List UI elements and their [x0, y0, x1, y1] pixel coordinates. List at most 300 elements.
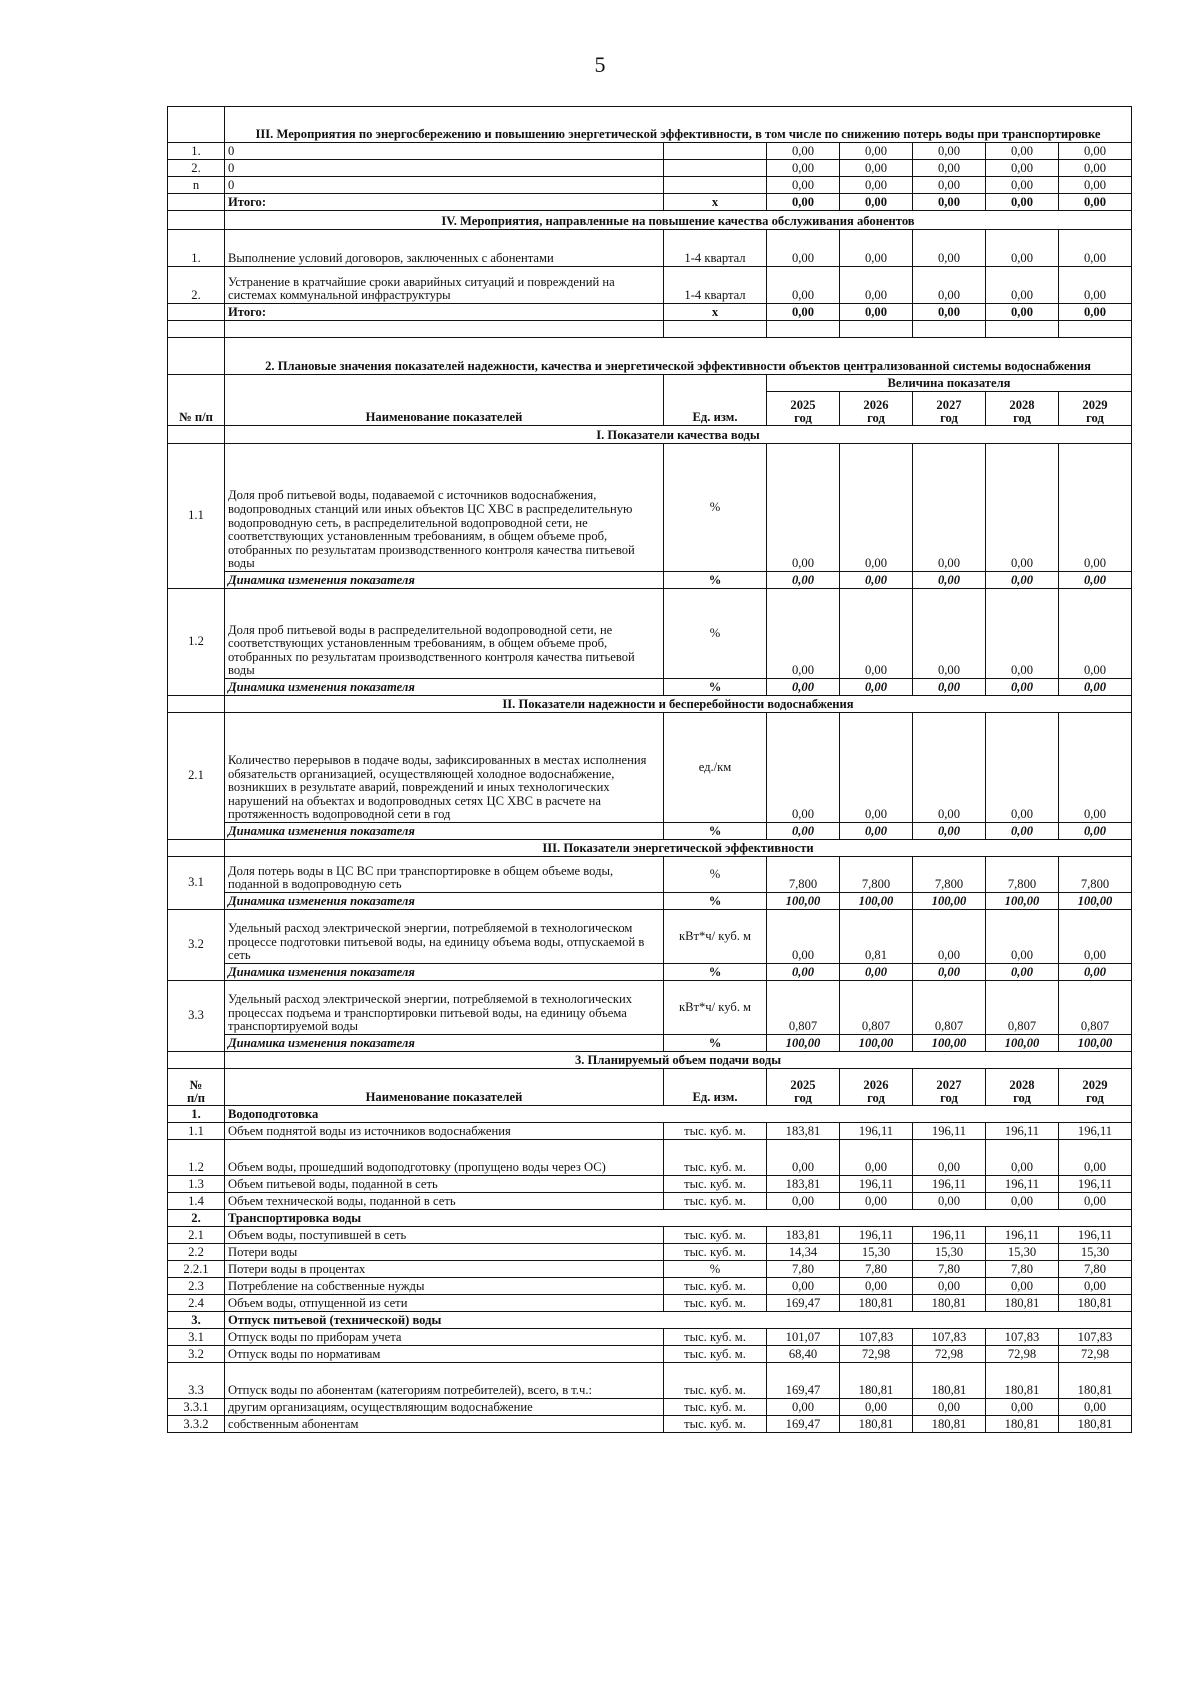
volume-value-5: 7,80 [1059, 1261, 1132, 1278]
value-5: 0,00 [1059, 230, 1132, 267]
volume-number: 3.3.1 [168, 1399, 225, 1416]
value-3: 0,00 [913, 143, 986, 160]
volume-value-3: 7,80 [913, 1261, 986, 1278]
volume-name: Отпуск воды по абонентам (категориям потребителей), всего, в т.ч.: [225, 1363, 664, 1399]
empty-cell [225, 321, 664, 338]
dynamics-label: Динамика изменения показателя [225, 893, 664, 910]
total-value-5: 0,00 [1059, 194, 1132, 211]
volume-row-2.2 [168, 1244, 1132, 1261]
indicator-dynamics-row [168, 679, 1132, 696]
indicator-value-5: 0,00 [1059, 589, 1132, 679]
total-value-2: 0,00 [840, 194, 913, 211]
year-suffix: год [794, 410, 812, 425]
spacer-cell [168, 840, 225, 857]
year-label: 2025 [790, 1077, 816, 1092]
year-label: 2026 [863, 1077, 889, 1092]
indicator-dynamics-row [168, 893, 1132, 910]
empty-cell [840, 321, 913, 338]
spacer-cell [168, 1052, 225, 1069]
volume-row-2.4 [168, 1295, 1132, 1312]
row-number: 2. [168, 160, 225, 177]
header-number-part: п/п [186, 1090, 205, 1105]
dynamics-unit: % [664, 1035, 767, 1052]
value-5: 0,00 [1059, 267, 1132, 304]
dynamics-value-1: 100,00 [767, 893, 840, 910]
dynamics-value-1: 0,00 [767, 964, 840, 981]
volume-value-3: 0,00 [913, 1140, 986, 1176]
dynamics-value-3: 100,00 [913, 1035, 986, 1052]
dynamics-value-5: 0,00 [1059, 964, 1132, 981]
total-value-2: 0,00 [840, 304, 913, 321]
indicator-row-2.1 [168, 713, 1132, 823]
dynamics-value-2: 100,00 [840, 1035, 913, 1052]
total-label: Итого: [225, 194, 664, 211]
volume-name: Отпуск воды по приборам учета [225, 1329, 664, 1346]
value-4: 0,00 [986, 267, 1059, 304]
indicator-value-3: 7,800 [913, 857, 986, 893]
year-label: 2027 [936, 397, 962, 412]
indicator-unit: % [664, 589, 767, 679]
header-year-2025 [767, 1069, 840, 1106]
indicator-row-3.2 [168, 910, 1132, 964]
volume-row-1.2 [168, 1140, 1132, 1176]
indicator-name: Доля проб питьевой воды, подаваемой с источников водоснабжения, водопроводных станций или иных объектов ЦС ХВС в распределительную водопроводную сеть, в распределительной водопроводной сети, не соответствующих установленным требованиям, в общем объеме проб, отобранных по результатам производственного контроля качества питьевой воды [225, 444, 664, 572]
empty-cell [767, 321, 840, 338]
value-2: 0,00 [840, 177, 913, 194]
year-suffix: год [1013, 410, 1031, 425]
section-3-total-row [168, 194, 1132, 211]
year-suffix: год [867, 1090, 885, 1105]
header-year-2025 [767, 392, 840, 426]
value-1: 0,00 [767, 230, 840, 267]
volume-value-5: 0,00 [1059, 1193, 1132, 1210]
total-value-1: 0,00 [767, 194, 840, 211]
year-label: 2025 [790, 397, 816, 412]
header-number: № п/п [168, 375, 225, 426]
volume-unit: тыс. куб. м. [664, 1193, 767, 1210]
volume-row-1.1 [168, 1123, 1132, 1140]
indicator-value-1: 0,00 [767, 444, 840, 572]
dynamics-value-5: 0,00 [1059, 572, 1132, 589]
volume-value-3: 196,11 [913, 1123, 986, 1140]
volume-number: 2.1 [168, 1227, 225, 1244]
volume-row-2.2.1 [168, 1261, 1132, 1278]
volume-row-3.3.1 [168, 1399, 1132, 1416]
part-2-title: 2. Плановые значения показателей надежности, качества и энергетической эффективности объектов централизованной системы водоснабжения [225, 338, 1132, 375]
indicator-value-1: 0,00 [767, 910, 840, 964]
header-number-part: № [189, 1077, 203, 1092]
header-year-2027 [913, 1069, 986, 1106]
header-year-2028 [986, 392, 1059, 426]
indicator-value-5: 7,800 [1059, 857, 1132, 893]
volume-value-5: 72,98 [1059, 1346, 1132, 1363]
volume-unit: тыс. куб. м. [664, 1278, 767, 1295]
volume-value-2: 196,11 [840, 1123, 913, 1140]
volume-value-4: 180,81 [986, 1416, 1059, 1433]
indicator-value-3: 0,00 [913, 713, 986, 823]
total-value-4: 0,00 [986, 194, 1059, 211]
indicator-value-4: 0,00 [986, 910, 1059, 964]
indicator-number: 3.2 [168, 910, 225, 981]
indicator-group-title-row [168, 696, 1132, 713]
indicator-group-title: III. Показатели энергетической эффективности [225, 840, 1132, 857]
total-value-3: 0,00 [913, 304, 986, 321]
section-4-title-row [168, 211, 1132, 230]
dynamics-value-1: 100,00 [767, 1035, 840, 1052]
volume-value-1: 169,47 [767, 1363, 840, 1399]
row-period: 1-4 квартал [664, 230, 767, 267]
volume-value-1: 0,00 [767, 1140, 840, 1176]
header-year-2027 [913, 392, 986, 426]
indicator-value-5: 0,00 [1059, 713, 1132, 823]
volume-unit: тыс. куб. м. [664, 1176, 767, 1193]
spacer-cell [168, 211, 225, 230]
volume-row-3.2 [168, 1346, 1132, 1363]
header-unit: Ед. изм. [664, 1069, 767, 1106]
dynamics-unit: % [664, 964, 767, 981]
row-number: 1. [168, 230, 225, 267]
dynamics-label: Динамика изменения показателя [225, 1035, 664, 1052]
indicator-value-1: 7,800 [767, 857, 840, 893]
volume-value-3: 107,83 [913, 1329, 986, 1346]
volume-number: 2.3 [168, 1278, 225, 1295]
volume-name: Отпуск воды по нормативам [225, 1346, 664, 1363]
dynamics-value-2: 100,00 [840, 893, 913, 910]
volume-group-number: 1. [168, 1106, 225, 1123]
year-suffix: год [794, 1090, 812, 1105]
indicator-number: 3.3 [168, 981, 225, 1052]
indicator-value-2: 0,00 [840, 444, 913, 572]
indicator-value-2: 0,807 [840, 981, 913, 1035]
volume-value-2: 107,83 [840, 1329, 913, 1346]
volume-group-number: 3. [168, 1312, 225, 1329]
volume-value-4: 196,11 [986, 1123, 1059, 1140]
total-period: x [664, 304, 767, 321]
value-3: 0,00 [913, 230, 986, 267]
volume-name: Потери воды в процентах [225, 1261, 664, 1278]
header-name: Наименование показателей [225, 375, 664, 426]
dynamics-value-1: 0,00 [767, 823, 840, 840]
spacer-cell [168, 426, 225, 444]
volume-number: 2.2.1 [168, 1261, 225, 1278]
row-name: Выполнение условий договоров, заключенных с абонентами [225, 230, 664, 267]
volume-value-4: 180,81 [986, 1363, 1059, 1399]
volume-value-5: 196,11 [1059, 1227, 1132, 1244]
volume-unit: тыс. куб. м. [664, 1123, 767, 1140]
volume-value-4: 0,00 [986, 1193, 1059, 1210]
indicator-value-2: 0,00 [840, 713, 913, 823]
volume-number: 3.1 [168, 1329, 225, 1346]
year-label: 2029 [1082, 1077, 1108, 1092]
indicator-dynamics-row [168, 823, 1132, 840]
empty-cell [168, 321, 225, 338]
volume-value-1: 0,00 [767, 1399, 840, 1416]
indicator-dynamics-row [168, 964, 1132, 981]
dynamics-label: Динамика изменения показателя [225, 679, 664, 696]
indicator-value-2: 0,81 [840, 910, 913, 964]
dynamics-value-3: 0,00 [913, 823, 986, 840]
dynamics-value-3: 0,00 [913, 572, 986, 589]
dynamics-value-4: 100,00 [986, 1035, 1059, 1052]
empty-cell [664, 321, 767, 338]
volume-value-1: 169,47 [767, 1295, 840, 1312]
volume-value-3: 180,81 [913, 1363, 986, 1399]
header-name: Наименование показателей [225, 1069, 664, 1106]
year-suffix: год [940, 1090, 958, 1105]
total-value-1: 0,00 [767, 304, 840, 321]
volume-value-5: 180,81 [1059, 1416, 1132, 1433]
row-number: 2. [168, 267, 225, 304]
indicator-unit: % [664, 857, 767, 893]
volume-group-number: 2. [168, 1210, 225, 1227]
header-year-2029 [1059, 1069, 1132, 1106]
value-4: 0,00 [986, 143, 1059, 160]
spacer-cell [168, 696, 225, 713]
volume-value-3: 15,30 [913, 1244, 986, 1261]
volume-unit: тыс. куб. м. [664, 1227, 767, 1244]
volume-value-5: 0,00 [1059, 1399, 1132, 1416]
volume-value-3: 0,00 [913, 1399, 986, 1416]
page-number: 5 [594, 52, 606, 77]
value-1: 0,00 [767, 267, 840, 304]
indicator-group-title: I. Показатели качества воды [225, 426, 1132, 444]
volume-name: собственным абонентам [225, 1416, 664, 1433]
value-2: 0,00 [840, 143, 913, 160]
value-4: 0,00 [986, 230, 1059, 267]
dynamics-unit: % [664, 893, 767, 910]
dynamics-value-1: 0,00 [767, 572, 840, 589]
dynamics-unit: % [664, 679, 767, 696]
volume-value-2: 180,81 [840, 1363, 913, 1399]
volume-value-3: 0,00 [913, 1193, 986, 1210]
dynamics-value-4: 100,00 [986, 893, 1059, 910]
indicator-unit: % [664, 444, 767, 572]
empty-cell [913, 321, 986, 338]
part-3-title-row [168, 1052, 1132, 1069]
dynamics-value-2: 0,00 [840, 572, 913, 589]
indicator-dynamics-row [168, 572, 1132, 589]
volume-name: другим организациям, осуществляющим водоснабжение [225, 1399, 664, 1416]
volume-value-4: 7,80 [986, 1261, 1059, 1278]
year-suffix: год [1086, 410, 1104, 425]
volume-row-3.1 [168, 1329, 1132, 1346]
indicator-dynamics-row [168, 1035, 1132, 1052]
header-year-2029 [1059, 392, 1132, 426]
volume-number: 3.3.2 [168, 1416, 225, 1433]
dynamics-value-5: 0,00 [1059, 823, 1132, 840]
indicator-value-3: 0,00 [913, 910, 986, 964]
dynamics-value-4: 0,00 [986, 964, 1059, 981]
volume-unit: тыс. куб. м. [664, 1295, 767, 1312]
volume-number: 1.1 [168, 1123, 225, 1140]
indicator-value-5: 0,807 [1059, 981, 1132, 1035]
volume-value-5: 196,11 [1059, 1176, 1132, 1193]
total-period: x [664, 194, 767, 211]
volume-value-1: 14,34 [767, 1244, 840, 1261]
empty-cell [986, 321, 1059, 338]
indicator-value-2: 7,800 [840, 857, 913, 893]
volume-name: Объем технической воды, поданной в сеть [225, 1193, 664, 1210]
volume-value-5: 180,81 [1059, 1363, 1132, 1399]
row-name: Устранение в кратчайшие сроки аварийных ситуаций и повреждений на системах коммунальной инфраструктуры [225, 267, 664, 304]
dynamics-value-4: 0,00 [986, 572, 1059, 589]
volume-value-1: 183,81 [767, 1227, 840, 1244]
dynamics-value-5: 100,00 [1059, 893, 1132, 910]
dynamics-value-4: 0,00 [986, 823, 1059, 840]
indicator-value-4: 7,800 [986, 857, 1059, 893]
indicator-name: Удельный расход электрической энергии, потребляемой в технологическом процессе подготовки питьевой воды, на единицу объема воды, отпускаемой в сеть [225, 910, 664, 964]
value-3: 0,00 [913, 267, 986, 304]
dynamics-value-2: 0,00 [840, 964, 913, 981]
row-number: 1. [168, 143, 225, 160]
value-1: 0,00 [767, 177, 840, 194]
plan-table-body [168, 107, 1132, 1433]
volume-value-4: 0,00 [986, 1399, 1059, 1416]
total-label: Итого: [225, 304, 664, 321]
volume-value-1: 183,81 [767, 1176, 840, 1193]
volume-row-3.3.2 [168, 1416, 1132, 1433]
year-label: 2028 [1009, 397, 1035, 412]
volume-unit: тыс. куб. м. [664, 1140, 767, 1176]
spacer-cell [168, 304, 225, 321]
header-unit: Ед. изм. [664, 375, 767, 426]
indicator-name: Удельный расход электрической энергии, потребляемой в технологических процессах подъема и транспортировки питьевой воды, на единицу объема транспортируемой воды [225, 981, 664, 1035]
year-label: 2028 [1009, 1077, 1035, 1092]
volume-row-1.4 [168, 1193, 1132, 1210]
volume-value-3: 196,11 [913, 1176, 986, 1193]
volume-group-row [168, 1312, 1132, 1329]
indicator-value-4: 0,00 [986, 444, 1059, 572]
indicator-name: Доля проб питьевой воды в распределительной водопроводной сети, не соответствующих установленным требованиям, в общем объеме проб, отобранных по результатам производственного контроля качества питьевой воды [225, 589, 664, 679]
volume-name: Объем питьевой воды, поданной в сеть [225, 1176, 664, 1193]
section-4-title: IV. Мероприятия, направленные на повышение качества обслуживания абонентов [225, 211, 1132, 230]
volume-value-3: 180,81 [913, 1416, 986, 1433]
row-name: 0 [225, 143, 664, 160]
value-2: 0,00 [840, 230, 913, 267]
value-2: 0,00 [840, 267, 913, 304]
value-4: 0,00 [986, 177, 1059, 194]
part-2-title-row [168, 338, 1132, 375]
volume-value-5: 107,83 [1059, 1329, 1132, 1346]
indicator-number: 2.1 [168, 713, 225, 840]
volume-value-2: 180,81 [840, 1295, 913, 1312]
section-4-row [168, 230, 1132, 267]
volume-value-3: 196,11 [913, 1227, 986, 1244]
indicator-value-1: 0,00 [767, 589, 840, 679]
volume-unit: тыс. куб. м. [664, 1363, 767, 1399]
row-number: n [168, 177, 225, 194]
volume-group-row [168, 1106, 1132, 1123]
indicator-unit: кВт*ч/ куб. м [664, 981, 767, 1035]
indicator-unit: кВт*ч/ куб. м [664, 910, 767, 964]
volume-name: Потребление на собственные нужды [225, 1278, 664, 1295]
indicator-value-4: 0,00 [986, 713, 1059, 823]
header-year-2026 [840, 1069, 913, 1106]
volume-value-5: 0,00 [1059, 1140, 1132, 1176]
volume-number: 2.2 [168, 1244, 225, 1261]
dynamics-label: Динамика изменения показателя [225, 823, 664, 840]
year-label: 2029 [1082, 397, 1108, 412]
dynamics-label: Динамика изменения показателя [225, 964, 664, 981]
volume-value-4: 196,11 [986, 1227, 1059, 1244]
dynamics-unit: % [664, 572, 767, 589]
volume-value-3: 0,00 [913, 1278, 986, 1295]
volume-value-1: 0,00 [767, 1278, 840, 1295]
volume-unit: % [664, 1261, 767, 1278]
spacer-cell [168, 194, 225, 211]
indicator-value-3: 0,807 [913, 981, 986, 1035]
section-3-row [168, 160, 1132, 177]
volume-group-name: Транспортировка воды [225, 1210, 1132, 1227]
total-value-5: 0,00 [1059, 304, 1132, 321]
volume-value-2: 196,11 [840, 1227, 913, 1244]
indicator-group-title-row [168, 840, 1132, 857]
volume-group-name: Отпуск питьевой (технической) воды [225, 1312, 1132, 1329]
value-5: 0,00 [1059, 143, 1132, 160]
dynamics-value-4: 0,00 [986, 679, 1059, 696]
year-suffix: год [1013, 1090, 1031, 1105]
year-suffix: год [1086, 1090, 1104, 1105]
volume-value-2: 0,00 [840, 1193, 913, 1210]
indicator-name: Количество перерывов в подаче воды, зафиксированных в местах исполнения обязательств организацией, осуществляющей холодное водоснабжение, возникших в результате аварий, повреждений и иных технологических нарушений на объектах и водопроводных сетях ЦС ХВС в расчете на протяженность водопроводной сети в год [225, 713, 664, 823]
dynamics-value-5: 0,00 [1059, 679, 1132, 696]
row-name: 0 [225, 177, 664, 194]
volume-value-4: 180,81 [986, 1295, 1059, 1312]
dynamics-value-3: 0,00 [913, 679, 986, 696]
value-5: 0,00 [1059, 177, 1132, 194]
year-suffix: год [867, 410, 885, 425]
indicator-value-4: 0,00 [986, 589, 1059, 679]
indicator-unit: ед./км [664, 713, 767, 823]
volume-row-2.3 [168, 1278, 1132, 1295]
volume-number: 3.3 [168, 1363, 225, 1399]
empty-row [168, 321, 1132, 338]
indicator-value-5: 0,00 [1059, 910, 1132, 964]
volume-unit: тыс. куб. м. [664, 1346, 767, 1363]
indicator-value-2: 0,00 [840, 589, 913, 679]
volume-value-1: 0,00 [767, 1193, 840, 1210]
volume-number: 2.4 [168, 1295, 225, 1312]
volume-value-1: 7,80 [767, 1261, 840, 1278]
volume-value-2: 0,00 [840, 1399, 913, 1416]
volume-name: Объем поднятой воды из источников водоснабжения [225, 1123, 664, 1140]
volume-group-name: Водоподготовка [225, 1106, 1132, 1123]
dynamics-label: Динамика изменения показателя [225, 572, 664, 589]
volume-value-4: 0,00 [986, 1278, 1059, 1295]
indicator-number: 1.1 [168, 444, 225, 589]
volume-unit: тыс. куб. м. [664, 1416, 767, 1433]
value-4: 0,00 [986, 160, 1059, 177]
indicator-group-title: II. Показатели надежности и бесперебойности водоснабжения [225, 696, 1132, 713]
year-suffix: год [940, 410, 958, 425]
row-period [664, 160, 767, 177]
volume-value-2: 196,11 [840, 1176, 913, 1193]
part-2-header-row-1 [168, 375, 1132, 392]
volume-value-1: 68,40 [767, 1346, 840, 1363]
volume-number: 1.4 [168, 1193, 225, 1210]
section-3-row [168, 143, 1132, 160]
volume-name: Объем воды, прошедший водоподготовку (пропущено воды через ОС) [225, 1140, 664, 1176]
volume-value-5: 0,00 [1059, 1278, 1132, 1295]
row-name: 0 [225, 160, 664, 177]
indicator-value-4: 0,807 [986, 981, 1059, 1035]
section-3-title: III. Мероприятия по энергосбережению и повышению энергетической эффективности, в том числе по снижению потерь воды при транспортировке [225, 107, 1132, 143]
header-year-2028 [986, 1069, 1059, 1106]
volume-value-4: 107,83 [986, 1329, 1059, 1346]
spacer-cell [168, 107, 225, 143]
volume-value-1: 101,07 [767, 1329, 840, 1346]
indicator-value-3: 0,00 [913, 444, 986, 572]
